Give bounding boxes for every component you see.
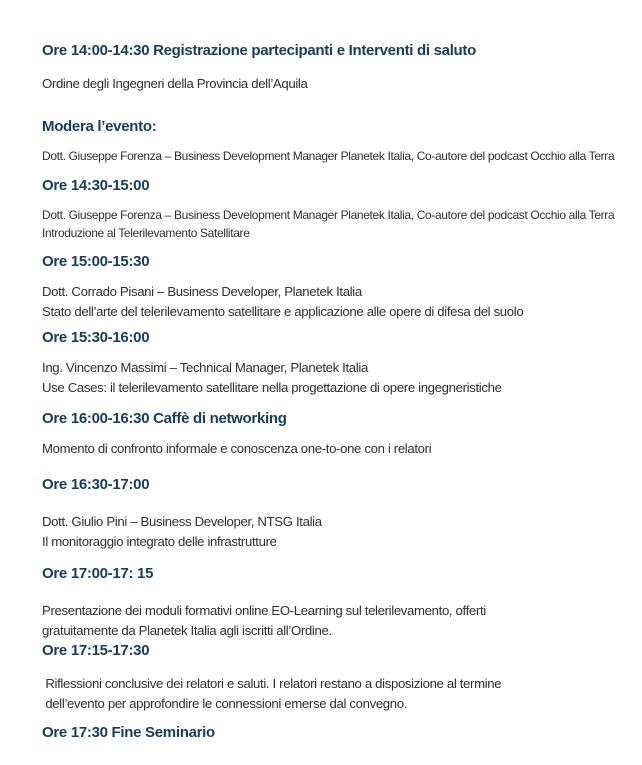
agenda-block-1500 <box>42 253 634 321</box>
agenda-heading: Ore 16:00-16:30 Caffè di networking <box>42 410 287 427</box>
agenda-heading: Ore 17:30 Fine Seminario <box>42 724 215 741</box>
agenda-block-1700 <box>42 565 634 640</box>
agenda-line: Riflessioni conclusive dei relatori e saluti. I relatori restano a disposizione al termine <box>42 676 502 691</box>
agenda-heading: Ore 15:30-16:00 <box>42 329 150 346</box>
agenda-line: Use Cases: il telerilevamento satellitare nella progettazione di opere ingegneristiche <box>42 379 502 395</box>
agenda-block-coffee <box>42 410 634 459</box>
agenda-line: Ing. Vincenzo Massimi – Technical Manager, Planetek Italia <box>42 360 368 375</box>
agenda-line: Dott. Giuseppe Forenza – Business Development Manager Planetek Italia, Co-autore del podcast Occhio alla Terra <box>42 149 615 163</box>
agenda-heading: Ore 16:30-17:00 <box>42 476 150 493</box>
agenda-block-end <box>42 724 634 742</box>
agenda-line: Stato dell’arte del telerilevamento satellitare e applicazione alle opere di difesa del suolo <box>42 303 524 319</box>
agenda-line: gratuitamente da Planetek Italia agli iscritti all’Ordine. <box>42 622 332 638</box>
agenda-line: Dott. Giuseppe Forenza – Business Development Manager Planetek Italia, Co-autore del podcast Occhio alla Terra <box>42 208 615 222</box>
agenda-line: Momento di confronto informale e conoscenza one-to-one con i relatori <box>42 441 432 456</box>
agenda-line: Il monitoraggio integrato delle infrastrutture <box>42 533 277 549</box>
agenda-line: Presentazione dei moduli formativi online EO-Learning sul telerilevamento, offerti <box>42 603 486 618</box>
agenda-block-moderator <box>42 118 634 165</box>
agenda-block-1630 <box>42 476 634 551</box>
agenda-heading: Ore 15:00-15:30 <box>42 253 150 270</box>
agenda-heading: Ore 17:00-17: 15 <box>42 565 154 582</box>
agenda-block-1430 <box>42 177 634 242</box>
agenda-heading: Modera l’evento: <box>42 118 157 135</box>
agenda-line: Introduzione al Telerilevamento Satellitare <box>42 226 250 240</box>
agenda-block-1715 <box>42 642 634 713</box>
agenda-block-1530 <box>42 329 634 397</box>
agenda-line: dell’evento per approfondire le connessioni emerse dal convegno. <box>42 695 408 711</box>
agenda-heading: Ore 14:30-15:00 <box>42 177 150 194</box>
agenda-line: Ordine degli Ingegneri della Provincia dell’Aquila <box>42 76 308 91</box>
agenda-heading: Ore 17:15-17:30 <box>42 642 150 659</box>
agenda-heading: Ore 14:00-14:30 Registrazione partecipanti e Interventi di saluto <box>42 42 476 59</box>
agenda-line: Dott. Corrado Pisani – Business Developer, Planetek Italia <box>42 284 362 299</box>
agenda-line: Dott. Giulio Pini – Business Developer, NTSG Italia <box>42 514 322 529</box>
agenda-block-registration <box>42 42 634 94</box>
